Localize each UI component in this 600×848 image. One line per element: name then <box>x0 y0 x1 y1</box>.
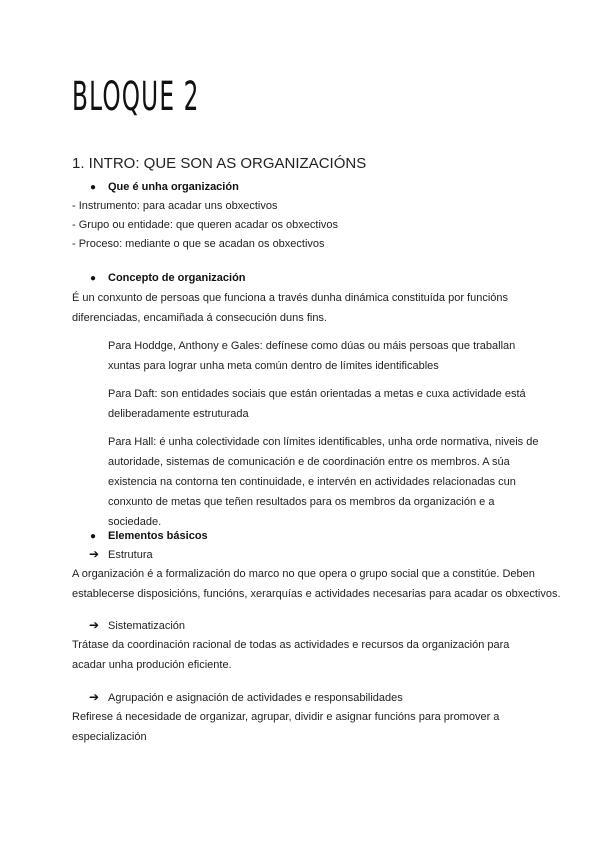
bullet-icon: ● <box>90 182 97 193</box>
element-text-sistematizacion: Trátase da coordinación racional de todas as actividades e recursos da organización para acadar unha produción eficiente. <box>72 639 510 671</box>
subheading-que-e: Que é unha organización <box>108 181 239 193</box>
subheading-concepto: Concepto de organización <box>108 272 246 284</box>
list-item: - Proceso: mediante o que se acadan os obxectivos <box>72 238 325 250</box>
element-text-agrupacion: Refirese á necesidade de organizar, agrupar, dividir e asignar funcións para promover a especialización <box>72 711 500 743</box>
quote-daft: Para Daft: son entidades sociais que están orientadas a metas e cuxa actividade está deliberadamente estruturada <box>108 388 526 420</box>
section-heading: 1. INTRO: QUE SON AS ORGANIZACIÓNS <box>72 155 367 172</box>
page-title: BLOQUE 2 <box>72 74 200 120</box>
quote-hoddge: Para Hoddge, Anthony e Gales: defínese como dúas ou máis persoas que traballan xuntas para lograr unha meta común dentro de límites identificables <box>108 340 516 372</box>
arrow-right-icon: ➔ <box>89 547 100 561</box>
arrow-right-icon: ➔ <box>89 618 100 632</box>
concepto-intro: É un conxunto de persoas que funciona a través dunha dinámica constituída por funcións diferenciadas, encamiñada á consecución duns fins. <box>72 292 509 324</box>
list-item: - Instrumento: para acadar uns obxectivos <box>72 200 278 212</box>
bullet-icon: ● <box>90 531 97 542</box>
element-label-agrupacion: Agrupación e asignación de actividades e responsabilidades <box>108 692 403 704</box>
element-label-sistematizacion: Sistematización <box>108 620 186 632</box>
quote-hall: Para Hall: é unha colectividade con límites identificables, unha orde normativa, niveis de autoridade, sistemas de comunicación e de coordinación entre os membros. A súa existencia na contorna ten continuidade, e intervén en actividades relacionadas cun conxunto de metas que teñen resultados para os membros da organización e a sociedade. <box>108 436 539 528</box>
bullet-icon: ● <box>90 273 97 284</box>
arrow-right-icon: ➔ <box>89 690 100 704</box>
element-text-estrutura: A organización é a formalización do marco no que opera o grupo social que a constitúe. Deben establecerse disposicións, funcións, xerarquías e actividades necesarias para acadar os obxectivos. <box>72 568 561 600</box>
list-item: - Grupo ou entidade: que queren acadar os obxectivos <box>72 219 339 231</box>
element-label-estrutura: Estrutura <box>108 549 153 561</box>
subheading-elementos: Elementos básicos <box>108 530 208 542</box>
